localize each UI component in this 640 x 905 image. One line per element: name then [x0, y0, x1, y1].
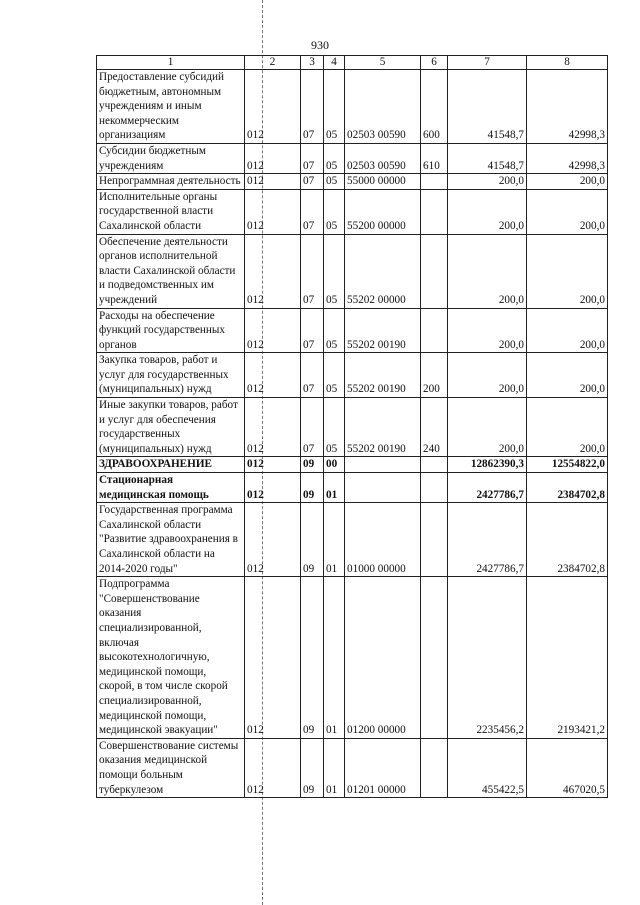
section-cell: 07	[301, 398, 324, 457]
expense-type-cell: 240	[421, 398, 448, 457]
subsection-cell: 05	[324, 353, 345, 398]
table-row	[97, 738, 608, 797]
subsection-cell: 05	[324, 189, 345, 234]
header-cell: 6	[421, 56, 448, 70]
expense-type-cell: 600	[421, 70, 448, 144]
expense-type-cell: 200	[421, 353, 448, 398]
section-cell: 07	[301, 308, 324, 353]
section-cell: 07	[301, 174, 324, 190]
admin-code-cell: 012	[245, 738, 301, 797]
amount-year1-cell: 200,0	[448, 308, 527, 353]
amount-year2-cell: 42998,3	[527, 143, 608, 173]
name-cell: Стационарная медицинская помощь	[97, 473, 245, 503]
expense-type-cell	[421, 174, 448, 190]
target-article-cell: 55202 00190	[345, 398, 421, 457]
target-article-cell: 01200 00000	[345, 577, 421, 739]
section-cell: 07	[301, 143, 324, 173]
amount-year1-cell: 200,0	[448, 189, 527, 234]
subsection-cell: 05	[324, 174, 345, 190]
subsection-cell: 01	[324, 577, 345, 739]
target-article-cell: 55000 00000	[345, 174, 421, 190]
table-row	[97, 503, 608, 577]
section-cell: 09	[301, 738, 324, 797]
table-row	[97, 174, 608, 190]
header-cell: 1	[97, 56, 245, 70]
target-article-cell: 55202 00000	[345, 234, 421, 308]
table-row	[97, 457, 608, 473]
admin-code-cell: 012	[245, 308, 301, 353]
expense-type-cell	[421, 503, 448, 577]
name-cell: Расходы на обеспечение функций государственных органов	[97, 308, 245, 353]
header-row	[97, 56, 608, 70]
budget-table	[96, 55, 608, 798]
amount-year2-cell: 200,0	[527, 308, 608, 353]
name-cell: Непрограммная деятельность	[97, 174, 245, 190]
subsection-cell: 05	[324, 398, 345, 457]
name-cell: Государственная программа Сахалинской области "Развитие здравоохранения в Сахалинской области на 2014-2020 годы"	[97, 503, 245, 577]
subsection-cell: 05	[324, 308, 345, 353]
admin-code-cell: 012	[245, 577, 301, 739]
expense-type-cell	[421, 457, 448, 473]
name-cell: Подпрограмма "Совершенствование оказания специализированной, включая высокотехнологичную, медицинской помощи, скорой, в том числе скорой специализированной, медицинской помощи, медицинской эвакуации"	[97, 577, 245, 739]
amount-year2-cell: 2384702,8	[527, 503, 608, 577]
amount-year1-cell: 41548,7	[448, 143, 527, 173]
amount-year1-cell: 200,0	[448, 353, 527, 398]
section-cell: 09	[301, 457, 324, 473]
table-row	[97, 143, 608, 173]
header-cell: 5	[345, 56, 421, 70]
amount-year2-cell: 12554822,0	[527, 457, 608, 473]
subsection-cell: 01	[324, 738, 345, 797]
target-article-cell: 55202 00190	[345, 353, 421, 398]
admin-code-cell: 012	[245, 143, 301, 173]
table-row	[97, 353, 608, 398]
expense-type-cell: 610	[421, 143, 448, 173]
expense-type-cell	[421, 577, 448, 739]
section-cell: 07	[301, 189, 324, 234]
section-cell: 09	[301, 503, 324, 577]
table-row	[97, 398, 608, 457]
amount-year2-cell: 200,0	[527, 189, 608, 234]
expense-type-cell	[421, 738, 448, 797]
admin-code-cell: 012	[245, 174, 301, 190]
header-cell: 2	[245, 56, 301, 70]
amount-year1-cell: 41548,7	[448, 70, 527, 144]
subsection-cell: 05	[324, 234, 345, 308]
subsection-cell: 05	[324, 143, 345, 173]
amount-year1-cell: 2235456,2	[448, 577, 527, 739]
section-cell: 07	[301, 234, 324, 308]
table-row	[97, 234, 608, 308]
table-row	[97, 189, 608, 234]
admin-code-cell: 012	[245, 503, 301, 577]
target-article-cell: 01000 00000	[345, 503, 421, 577]
amount-year2-cell: 2384702,8	[527, 473, 608, 503]
name-cell: Предоставление субсидий бюджетным, автономным учреждениям и иным некоммерческим организациям	[97, 70, 245, 144]
amount-year2-cell: 200,0	[527, 174, 608, 190]
name-cell: Субсидии бюджетным учреждениям	[97, 143, 245, 173]
section-cell: 09	[301, 473, 324, 503]
amount-year1-cell: 2427786,7	[448, 503, 527, 577]
amount-year2-cell: 2193421,2	[527, 577, 608, 739]
name-cell: Исполнительные органы государственной власти Сахалинской области	[97, 189, 245, 234]
amount-year1-cell: 200,0	[448, 398, 527, 457]
target-article-cell: 02503 00590	[345, 70, 421, 144]
admin-code-cell: 012	[245, 189, 301, 234]
amount-year1-cell: 200,0	[448, 234, 527, 308]
admin-code-cell: 012	[245, 70, 301, 144]
admin-code-cell: 012	[245, 353, 301, 398]
table-row	[97, 473, 608, 503]
amount-year2-cell: 467020,5	[527, 738, 608, 797]
amount-year1-cell: 2427786,7	[448, 473, 527, 503]
section-cell: 09	[301, 577, 324, 739]
subsection-cell: 01	[324, 473, 345, 503]
admin-code-cell: 012	[245, 234, 301, 308]
table-row	[97, 577, 608, 739]
subsection-cell: 00	[324, 457, 345, 473]
name-cell: ЗДРАВООХРАНЕНИЕ	[97, 457, 245, 473]
name-cell: Совершенствование системы оказания медицинской помощи больным туберкулезом	[97, 738, 245, 797]
table-row	[97, 308, 608, 353]
section-cell: 07	[301, 70, 324, 144]
amount-year1-cell: 455422,5	[448, 738, 527, 797]
name-cell: Иные закупки товаров, работ и услуг для обеспечения государственных (муниципальных) нужд	[97, 398, 245, 457]
expense-type-cell	[421, 189, 448, 234]
expense-type-cell	[421, 473, 448, 503]
header-cell: 8	[527, 56, 608, 70]
subsection-cell: 05	[324, 70, 345, 144]
admin-code-cell: 012	[245, 473, 301, 503]
target-article-cell: 01201 00000	[345, 738, 421, 797]
target-article-cell: 55202 00190	[345, 308, 421, 353]
header-cell: 3	[301, 56, 324, 70]
target-article-cell	[345, 457, 421, 473]
amount-year2-cell: 200,0	[527, 398, 608, 457]
target-article-cell	[345, 473, 421, 503]
page-number: 930	[311, 38, 329, 52]
target-article-cell: 02503 00590	[345, 143, 421, 173]
table-row	[97, 70, 608, 144]
header-cell: 4	[324, 56, 345, 70]
amount-year1-cell: 12862390,3	[448, 457, 527, 473]
admin-code-cell: 012	[245, 398, 301, 457]
amount-year2-cell: 200,0	[527, 353, 608, 398]
name-cell: Закупка товаров, работ и услуг для государственных (муниципальных) нужд	[97, 353, 245, 398]
amount-year2-cell: 42998,3	[527, 70, 608, 144]
subsection-cell: 01	[324, 503, 345, 577]
amount-year2-cell: 200,0	[527, 234, 608, 308]
expense-type-cell	[421, 234, 448, 308]
header-cell: 7	[448, 56, 527, 70]
admin-code-cell: 012	[245, 457, 301, 473]
expense-type-cell	[421, 308, 448, 353]
name-cell: Обеспечение деятельности органов исполнительной власти Сахалинской области и подведомственных им учреждений	[97, 234, 245, 308]
section-cell: 07	[301, 353, 324, 398]
amount-year1-cell: 200,0	[448, 174, 527, 190]
target-article-cell: 55200 00000	[345, 189, 421, 234]
